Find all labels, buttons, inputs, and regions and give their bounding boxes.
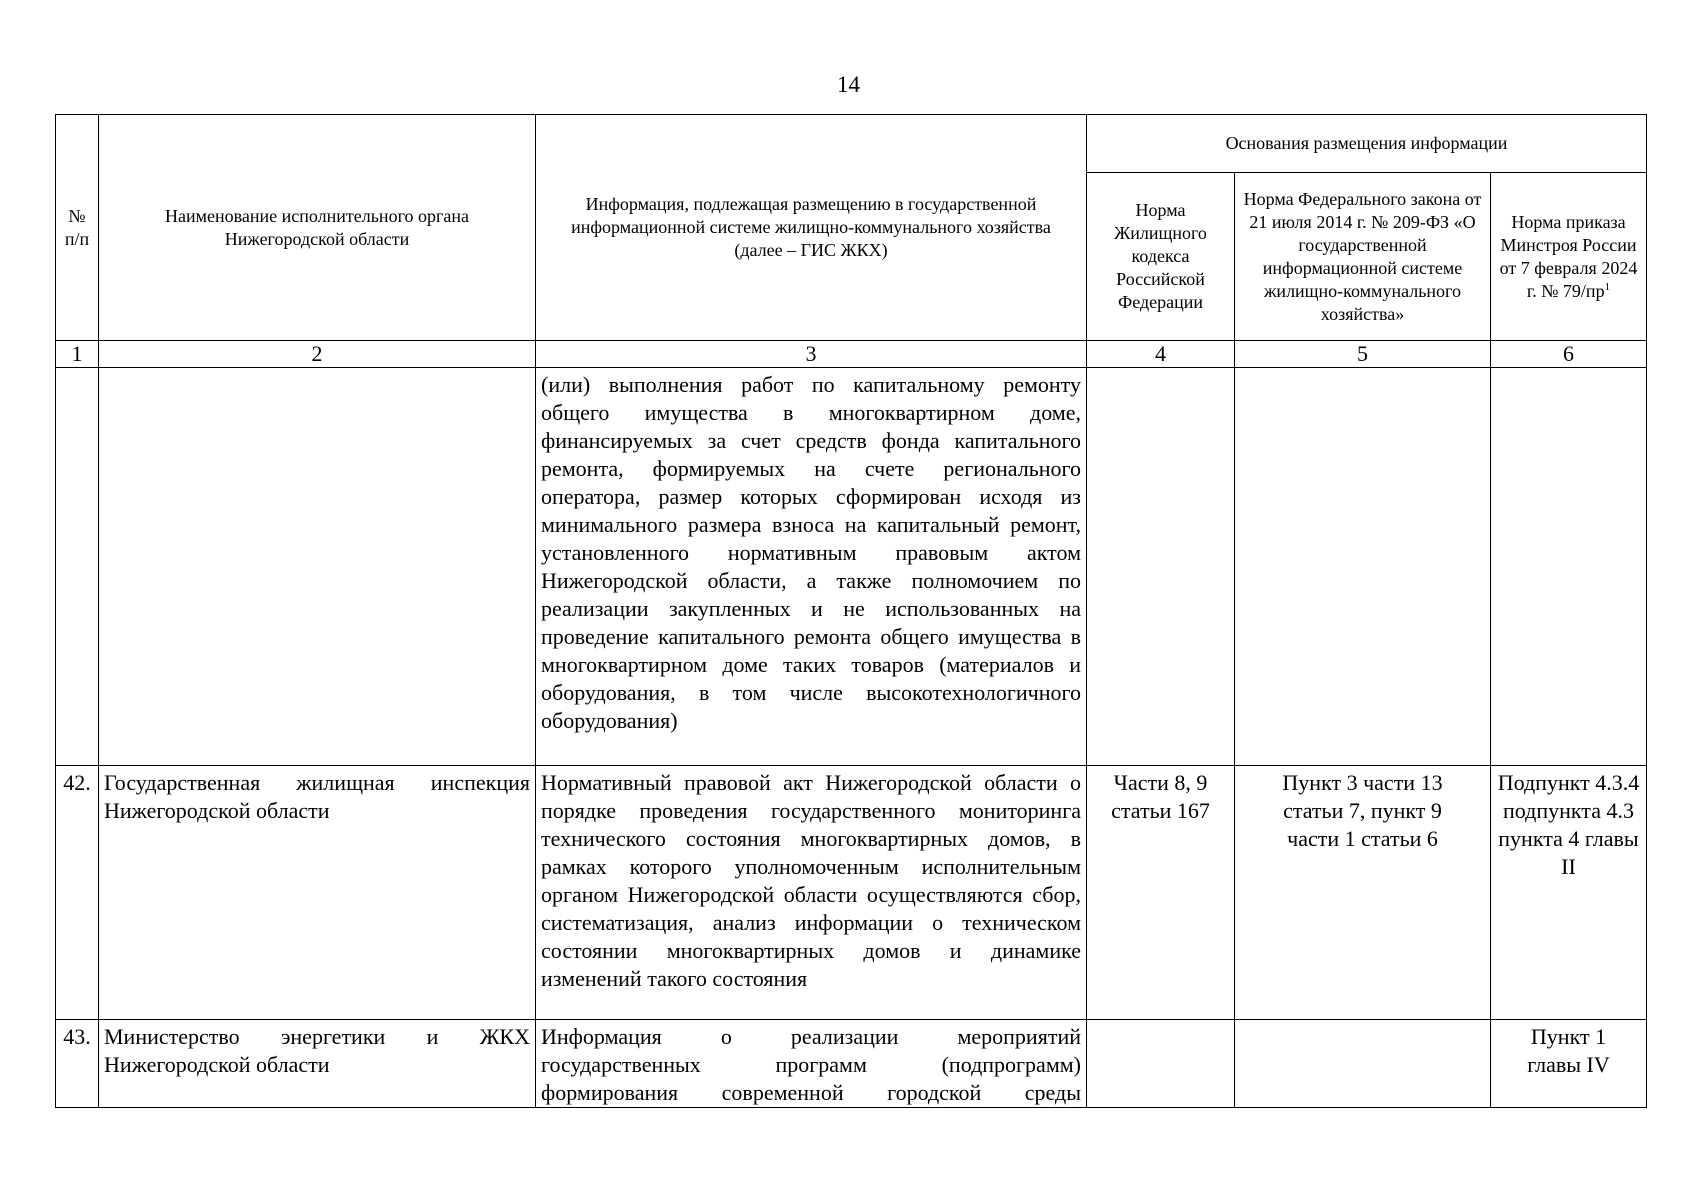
header-agency: Наименование исполнительного органа Нижегородской области: [99, 115, 536, 341]
row-minstroy-order: Подпункт 4.3.4 подпункта 4.3 пункта 4 главы II: [1491, 766, 1647, 1020]
row-federal-law: Пункт 3 части 13 статьи 7, пункт 9 части 1 статьи 6: [1235, 766, 1491, 1020]
column-number-row: [56, 341, 1647, 368]
row-housing-code: Части 8, 9 статьи 167: [1087, 766, 1235, 1020]
header-basis-group: Основания размещения информации: [1087, 115, 1647, 173]
column-number: 4: [1087, 341, 1235, 368]
row-agency: Государственная жилищная инспекция Нижегородской области: [99, 766, 536, 1020]
column-number: 3: [536, 341, 1087, 368]
table-row: [56, 368, 1647, 766]
page-number: 14: [837, 72, 860, 97]
header-federal-law: Норма Федерального закона от 21 июля 2014 г. № 209-ФЗ «О государственной информационной системе жилищно-коммунального хозяйства»: [1235, 173, 1491, 341]
header-info: Информация, подлежащая размещению в государственной информационной системе жилищно-коммунального хозяйства (далее – ГИС ЖКХ): [536, 115, 1087, 341]
row-minstroy-order: [1491, 368, 1647, 766]
row-agency: [99, 368, 536, 766]
header-housing-code: Норма Жилищного кодекса Российской Федерации: [1087, 173, 1235, 341]
header-row-top: [56, 115, 1647, 173]
column-number: 2: [99, 341, 536, 368]
header-minstroy-order-text: Норма приказа Минстроя России от 7 февраля 2024 г. № 79/пр: [1499, 211, 1638, 301]
column-number: 6: [1491, 341, 1647, 368]
footnote-marker: 1: [1604, 280, 1611, 293]
row-agency: Министерство энергетики и ЖКХ Нижегородской области: [99, 1020, 536, 1108]
row-no: [56, 368, 99, 766]
information-table: [55, 114, 1647, 1108]
row-housing-code: [1087, 368, 1235, 766]
row-info: (или) выполнения работ по капитальному ремонту общего имущества в многоквартирном доме, финансируемых за счет средств фонда капитального ремонта, формируемых на счете регионального оператора, размер которых сформирован исходя из минимального размера взноса на капитальный ремонт, установленного нормативным правовым актом Нижегородской области, а также полномочием по реализации закупленных и не использованных на проведение капитального ремонта общего имущества в многоквартирном доме таких товаров (материалов и оборудования, в том числе высокотехнологичного оборудования): [536, 368, 1087, 766]
row-federal-law: [1235, 368, 1491, 766]
row-federal-law: [1235, 1020, 1491, 1108]
table-row: [56, 1020, 1647, 1108]
header-minstroy-order: [1491, 173, 1647, 341]
table-row: [56, 766, 1647, 1020]
row-no: 43.: [56, 1020, 99, 1108]
row-no: 42.: [56, 766, 99, 1020]
row-minstroy-order: Пункт 1 главы IV: [1491, 1020, 1647, 1108]
column-number: 5: [1235, 341, 1491, 368]
row-info: Информация о реализации мероприятий государственных программ (подпрограмм) формирования современной городской среды: [536, 1020, 1087, 1108]
row-info: Нормативный правовой акт Нижегородской области о порядке проведения государственного мониторинга технического состояния многоквартирных домов, в рамках которого уполномоченным исполнительным органом Нижегородской области осуществляются сбор, систематизация, анализ информации о техническом состоянии многоквартирных домов и динамике изменений такого состояния: [536, 766, 1087, 1020]
header-no: № п/п: [56, 115, 99, 341]
column-number: 1: [56, 341, 99, 368]
row-housing-code: [1087, 1020, 1235, 1108]
